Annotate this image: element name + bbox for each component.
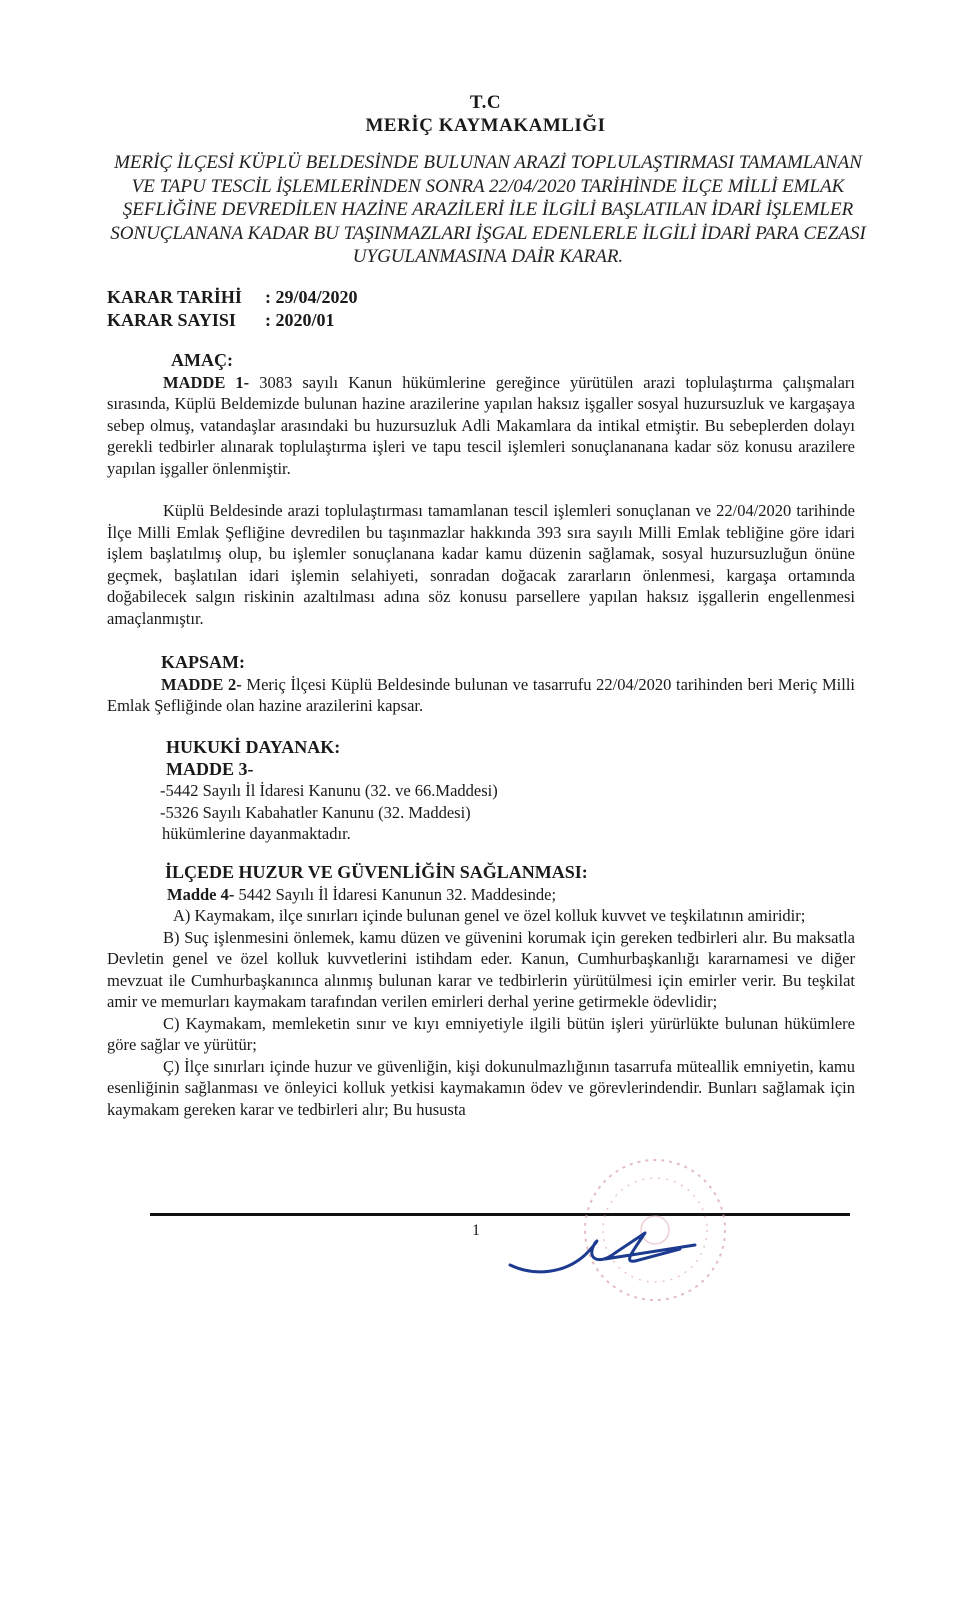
page-number: 1 [472,1222,480,1239]
kapsam-madde: MADDE 2- [161,674,242,694]
amac-text-2: Küplü Beldesinde arazi toplulaştırması tamamlanan tescil işlemleri sonuçlanan ve 22/04/2020 tarihinde İlçe Milli Emlak Şefliğine devredilen bu taşınmazlar hakkında 393 sıra sayılı Milli Emlak tebliğine göre idari işlem başlatılmış olup, bu işlemler sonuçlanana kadar kamu düzenin sağlamak, sosyal huzursuzluğun önüne geçmek, başlatılan idari işlemin selahiyeti, sonradan doğacak zararların önlenmesi, kargaşa ortamında doğabilecek salgın riskinin azaltılması adına söz konusu parsellere yapılan haksız işgallerin engellenmesi amaçlanmıştır. [107,501,855,628]
subject-line: VE TAPU TESCİL İŞLEMLERİNDEN SONRA 22/04/2020 TARİHİNDE İLÇE MİLLİ EMLAK [131,175,845,197]
kapsam-text: Meriç İlçesi Küplü Beldesinde bulunan ve tasarrufu 22/04/2020 tarihinden beri Meriç Milli Emlak Şefliğinde olan hazine arazilerini kapsar. [107,674,855,715]
dayanak-heading: HUKUKİ DAYANAK: [166,737,341,757]
section-kapsam [107,652,855,717]
subject-line: ŞEFLİĞİNE DEVREDİLEN HAZİNE ARAZİLERİ İLE İLGİLİ BAŞLATILAN İDARİ İŞLEMLER [122,199,854,220]
section-huzur [107,862,855,1120]
section-amac-paragraph-2 [107,500,855,629]
decision-date-value: : 29/04/2020 [265,287,358,307]
dayanak-line-1: -5442 Sayılı İl İdaresi Kanunu (32. ve 66.Maddesi) [160,781,498,800]
huzur-heading: İLÇEDE HUZUR VE GÜVENLİĞİN SAĞLANMASI: [165,862,588,882]
decision-meta [107,286,358,332]
huzur-item-cc: Ç) İlçe sınırları içinde huzur ve güvenliğin, kişi dokunulmazlığının tasarrufa müteallik emniyetin, kamu esenliğinin sağlanması ve önleyici kolluk yetkisi kaymakamın ödev ve görevlerindendir. Bunları sağlamak için kaymakam gereken karar ve tedbirleri alır; Bu hususta [107,1056,855,1119]
dayanak-line-3: hükümlerine dayanmaktadır. [162,824,351,843]
huzur-intro: 5442 Sayılı İl İdaresi Kanunun 32. Maddesinde; [234,884,557,904]
amac-madde: MADDE 1- [163,372,250,392]
section-amac [107,350,855,479]
decision-subject [100,151,876,269]
subject-line: SONUÇLANANA KADAR BU TAŞINMAZLARI İŞGAL EDENLERLE İLGİLİ İDARİ PARA CEZASI [110,222,866,244]
signature-icon [505,1215,705,1285]
huzur-item-b: B) Suç işlenmesini önlemek, kamu düzen ve güvenini korumak için gereken tedbirleri alır. Bu maksatla Devletin genel ve özel kolluk kuvvetlerini istihdam eder. Kanun, Cumhurbaşkanlığı kararnamesi ve diğer mevzuat ile Cumhurbaşkanınca alınmış bulunan karar ve tedbirlerin yürütülmesi için emirler verir. Bu teşkilat amir ve memurları kaymakam tarafından verilen emirleri derhal yerine getirmekle ödevlidir; [107,927,855,1011]
dayanak-madde: MADDE 3- [166,758,254,779]
amac-heading: AMAÇ: [171,350,233,370]
decision-number-label: KARAR SAYISI [107,310,236,330]
header-country: T.C [469,92,502,113]
decision-date-label: KARAR TARİHİ [107,287,242,307]
section-dayanak [160,737,860,845]
kapsam-heading: KAPSAM: [161,652,245,672]
dayanak-line-2: -5326 Sayılı Kabahatler Kanunu (32. Maddesi) [160,802,471,822]
decision-number-value: : 2020/01 [265,310,335,330]
subject-line: MERİÇ İLÇESİ KÜPLÜ BELDESİNDE BULUNAN ARAZİ TOPLULAŞTIRMASI TAMAMLANAN [114,152,862,173]
amac-text: 3083 sayılı Kanun hükümlerine gereğince yürütülen arazi toplulaştırma çalışmaları sırasında, Küplü Beldemizde bulunan hazine arazilerine yapılan haksız işgaller sosyal huzursuzluk ve kargaşaya sebep olmuş, vatandaşlar arasındaki bu huzursuzluk Adli Makamlara da intikal etmiştir. Bu sebeplerden dolayı gerekli tedbirler alınarak toplulaştırma işleri ve tapu tescil işlemleri sonuçlananana kadar söz konusu arazilere yapılan işgaller önlenmiştir. [107,372,855,478]
subject-line: UYGULANMASINA DAİR KARAR. [352,246,624,267]
huzur-item-c: C) Kaymakam, memleketin sınır ve kıyı emniyetiyle ilgili bütün işleri yürürlükte bulunan hükümlere göre sağlar ve yürütür; [107,1013,855,1054]
huzur-madde: Madde 4- [167,884,235,904]
header-authority: MERİÇ KAYMAKAMLIĞI [365,115,606,136]
huzur-item-a: A) Kaymakam, ilçe sınırları içinde bulunan genel ve özel kolluk kuvvet ve teşkilatının amiridir; [173,906,806,925]
